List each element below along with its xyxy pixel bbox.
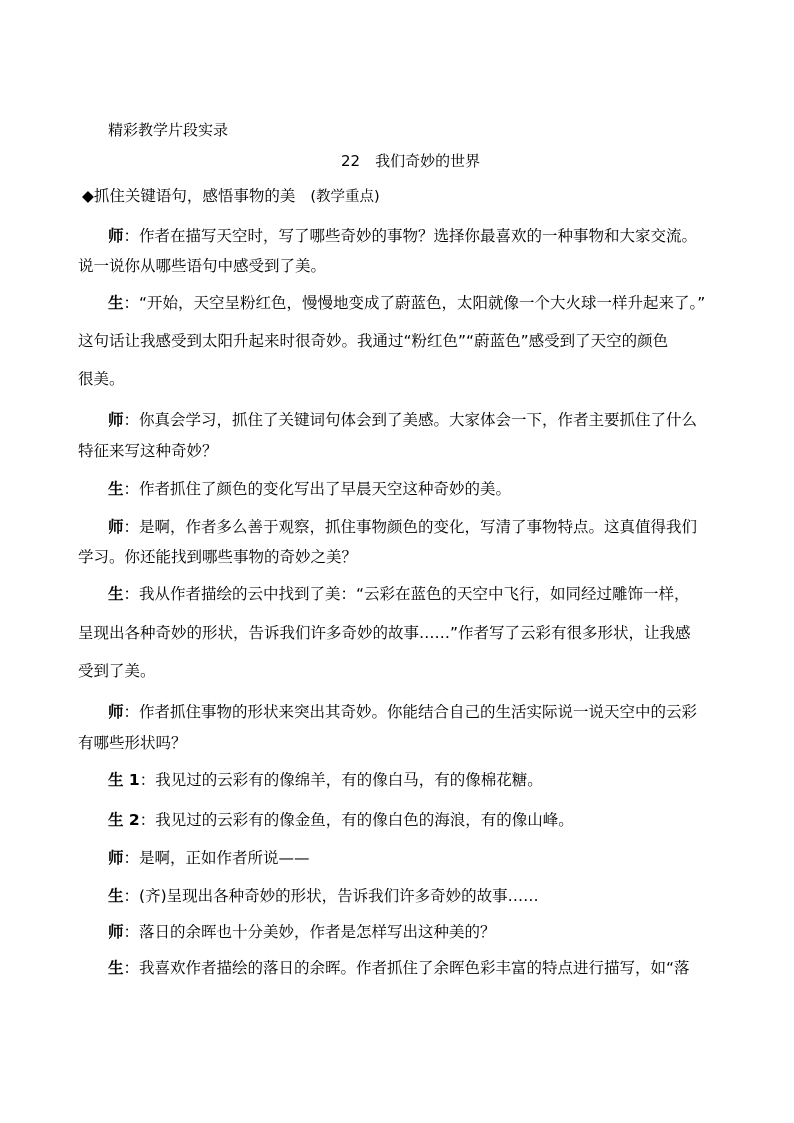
dialogue-line [78,547,357,567]
dialogue-line [78,369,125,389]
dialogue-line [78,331,668,351]
line-text: ：作者在描写天空时，写了哪些奇妙的事物？选择你最喜欢的一种事物和大家交流。 [123,227,698,245]
line-text: 这句话让我感受到太阳升起来时很奇妙。我通过“粉红色”“蔚蓝色”感受到了天空的颜色 [78,332,669,350]
document-header: 精彩教学片段实录 [108,121,229,139]
line-text: 说一说你从哪些语句中感受到了美。 [78,257,327,275]
dialogue-line [108,410,697,430]
line-text: 很美。 [78,370,125,388]
dialogue-line [78,733,187,753]
line-text: ：作者抓住了颜色的变化写出了早晨天空这种奇妙的美。 [123,480,512,498]
chapter-title: 22 我们奇妙的世界 [341,152,481,170]
speaker-label: 师 [108,849,124,867]
speaker-label: 师 [108,227,124,245]
dialogue-line [108,886,539,906]
section-heading [82,186,380,207]
line-text: ：是啊，正如作者所说—— [123,849,310,867]
line-text: ：是啊，作者多么善于观察，抓住事物颜色的变化，写清了事物特点。这真值得我们 [123,518,698,536]
line-text: 受到了美。 [78,662,156,680]
dialogue-line [78,441,218,461]
speaker-label: 师 [108,923,124,941]
speaker-label: 生 2 [108,811,140,829]
dialogue-line [108,517,697,537]
line-text: 呈现出各种奇妙的形状，告诉我们许多奇妙的故事……”作者写了云彩有很多形状，让我感 [78,624,691,642]
line-text: ：“开始，天空呈粉红色，慢慢地变成了蔚蓝色，太阳就像一个大火球一样升起来了。” [123,294,706,312]
line-text: ：落日的余晖也十分美妙，作者是怎样写出这种美的？ [123,923,496,941]
speaker-label: 生 [108,480,124,498]
line-text: ：我见过的云彩有的像绵羊，有的像白马，有的像棉花糖。 [139,771,543,789]
dialogue-line [108,293,705,313]
dialogue-line [78,256,326,276]
speaker-label: 生 [108,585,124,603]
speaker-label: 生 [108,959,124,977]
dialogue-line [108,810,574,830]
dialogue-line [108,584,690,604]
dialogue-line [108,848,310,868]
dialogue-line [108,702,697,722]
section-note: (教学重点) [310,189,380,205]
line-text: ：作者抓住事物的形状来突出其奇妙。你能结合自己的生活实际说一说天空中的云彩 [123,703,698,721]
dialogue-line [78,661,156,681]
dialogue-line [78,623,691,643]
speaker-label: 师 [108,703,124,721]
speaker-label: 生 [108,887,124,905]
dialogue-line [108,226,697,246]
line-text: 特征来写这种奇妙？ [78,442,218,460]
speaker-label: 生 1 [108,771,140,789]
line-text: 学习。你还能找到哪些事物的奇妙之美？ [78,548,358,566]
dialogue-line [108,479,511,499]
section-title: ◆抓住关键语句，感悟事物的美 [82,187,296,205]
speaker-label: 师 [108,518,124,536]
line-text: ：你真会学习，抓住了关键词句体会到了美感。大家体会一下，作者主要抓住了什么 [123,411,698,429]
line-text: ：我从作者描绘的云中找到了美：“云彩在蓝色的天空中飞行，如同经过雕饰一样， [123,585,690,603]
line-text: ：我见过的云彩有的像金鱼，有的像白色的海浪，有的像山峰。 [139,811,574,829]
speaker-label: 师 [108,411,124,429]
dialogue-line [108,770,543,790]
line-text: 有哪些形状吗？ [78,734,187,752]
line-text: ：我喜欢作者描绘的落日的余晖。作者抓住了余晖色彩丰富的特点进行描写，如“落 [123,959,690,977]
dialogue-line [108,958,690,978]
dialogue-line [108,922,496,942]
speaker-label: 生 [108,294,124,312]
line-text: ：(齐)呈现出各种奇妙的形状，告诉我们许多奇妙的故事…… [123,887,539,905]
